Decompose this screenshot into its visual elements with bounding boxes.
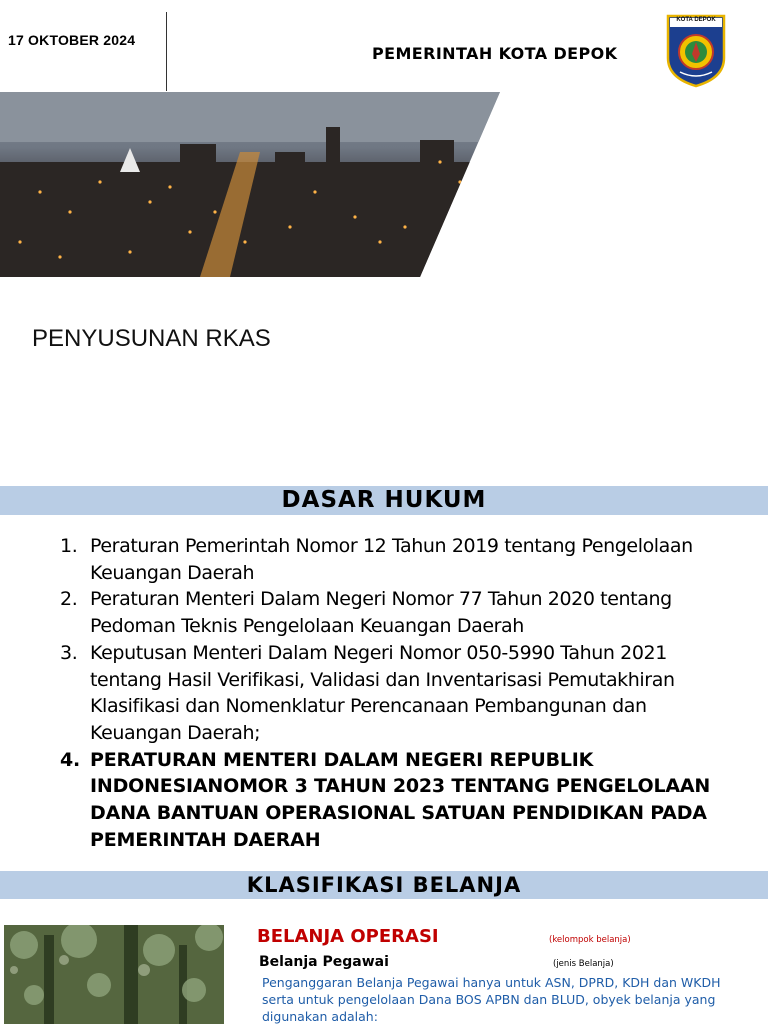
list-item-number: 4. [60,748,81,771]
belanja-pegawai-label: Belanja Pegawai [259,954,389,970]
date-label: 17 OKTOBER 2024 [8,32,136,48]
forest-photo [4,925,224,1024]
dasar-hukum-list [60,533,730,853]
city-skyline-photo [0,92,500,277]
page-title: PENYUSUNAN RKAS [32,325,271,352]
jenis-belanja-note: (jenis Belanja) [553,959,614,969]
list-item-text: Peraturan Pemerintah Nomor 12 Tahun 2019 tentang Pengelolaan Keuangan Daerah [90,535,693,584]
list-item [60,640,730,747]
emblem-label: KOTA DEPOK [676,17,716,23]
dasar-hukum-heading: DASAR HUKUM [0,486,768,515]
list-item-text: Keputusan Menteri Dalam Negeri Nomor 050-5990 Tahun 2021 tentang Hasil Verifikasi, Validasi dan Inventarisasi Pemutakhiran Klasifikasi dan Nomenklatur Perencanaan Pembangunan dan Keuangan Daerah; [90,641,675,744]
list-item-text: PERATURAN MENTERI DALAM NEGERI REPUBLIK INDONESIANOMOR 3 TAHUN 2023 TENTANG PENGELOLAAN DANA BANTUAN OPERASIONAL SATUAN PENDIDIKAN PADA PEMERINTAH DAERAH [90,748,711,851]
klasifikasi-belanja-heading: KLASIFIKASI BELANJA [0,871,768,899]
list-item [60,747,730,854]
list-item [60,586,730,639]
list-item-text: Peraturan Menteri Dalam Negeri Nomor 77 Tahun 2020 tentang Pedoman Teknis Pengelolaan Keuangan Daerah [90,588,672,638]
header-divider [166,12,167,91]
kota-depok-emblem [666,14,726,88]
belanja-operasi-label: BELANJA OPERASI [257,926,439,947]
list-item-number: 3. [60,641,78,664]
kelompok-belanja-note: (kelompok belanja) [549,935,631,945]
list-item-number: 1. [60,535,78,557]
list-item-number: 2. [60,588,78,611]
list-item [60,533,730,586]
belanja-pegawai-description: Penganggaran Belanja Pegawai hanya untuk ASN, DPRD, KDH dan WKDH serta untuk pengelolaan Dana BOS APBN dan BLUD, obyek belanja yang digunakan adalah: [262,975,721,1024]
government-name: PEMERINTAH KOTA DEPOK [372,44,618,63]
